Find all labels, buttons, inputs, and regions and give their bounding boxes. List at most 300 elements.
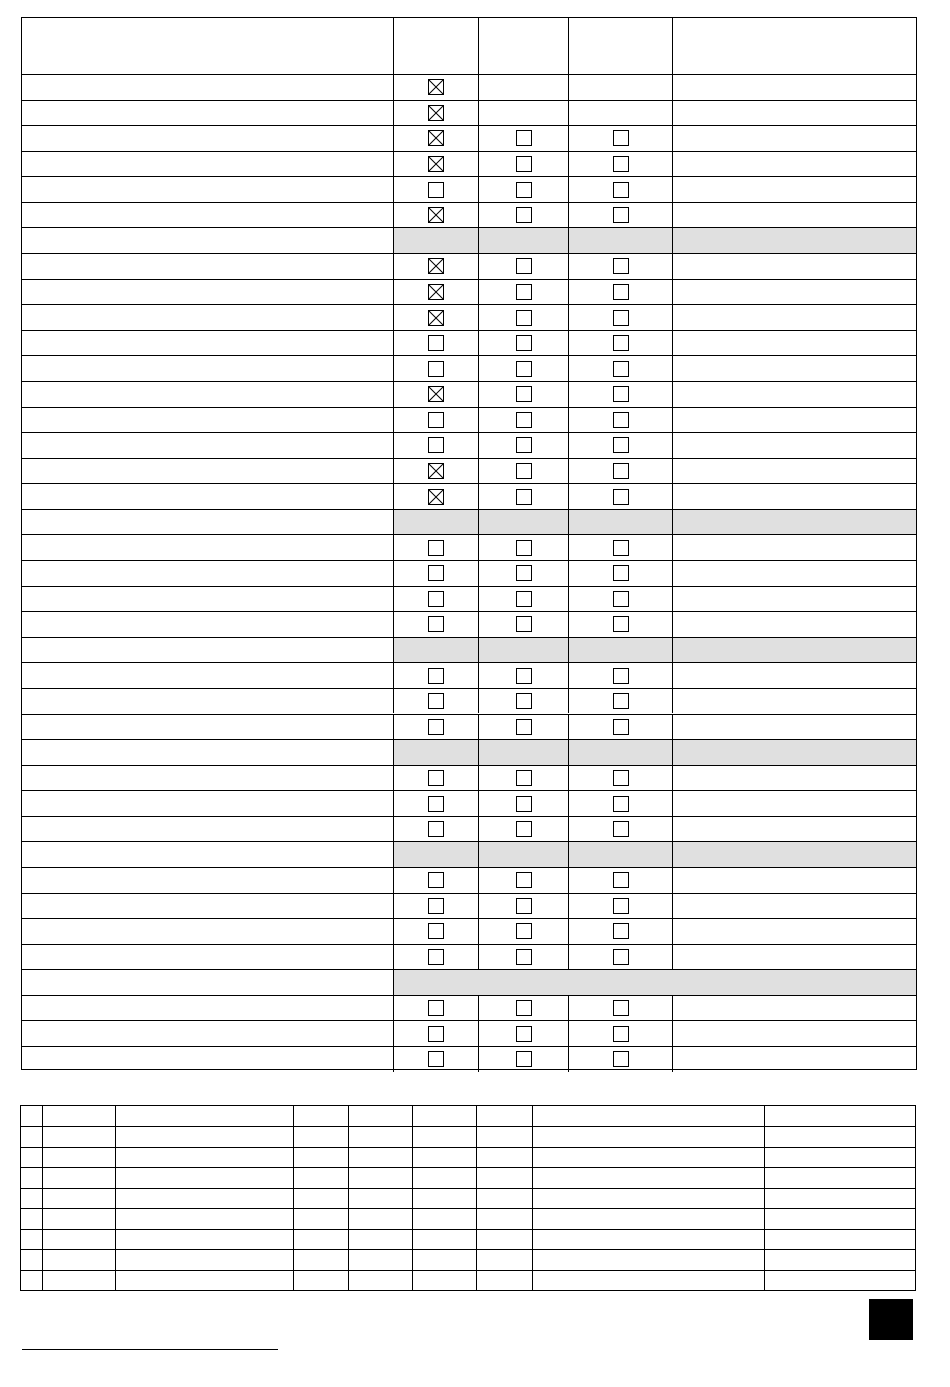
item-label-cell [22,75,393,100]
empty-box-icon[interactable] [516,719,532,735]
remarks-cell[interactable] [672,484,916,509]
empty-box-icon[interactable] [516,796,532,812]
grid-cell[interactable] [412,1230,476,1249]
grid-cell[interactable] [42,1271,115,1290]
section-shaded-cell [393,638,478,663]
grid-cell[interactable] [764,1230,915,1249]
checkbox-cell [568,382,672,407]
empty-box-icon[interactable] [613,616,629,632]
grid-cell[interactable] [764,1168,915,1187]
empty-box-icon[interactable] [428,1051,444,1067]
empty-box-icon[interactable] [428,540,444,556]
grid-cell[interactable] [21,1230,42,1249]
empty-box-icon[interactable] [428,821,444,837]
empty-box-icon[interactable] [613,1000,629,1016]
empty-box-icon[interactable] [516,182,532,198]
grid-cell[interactable] [21,1271,42,1290]
empty-box-icon[interactable] [613,258,629,274]
remarks-cell[interactable] [672,331,916,356]
item-label-cell [22,612,393,637]
checkbox-cell [393,817,478,842]
checklist-row [22,279,916,305]
grid-cell[interactable] [764,1250,915,1269]
empty-box-icon[interactable] [428,898,444,914]
grid-cell[interactable] [293,1189,348,1208]
checkbox-cell [393,408,478,433]
header-column-3 [568,18,672,74]
grid-cell[interactable] [115,1127,293,1146]
checkbox-cell [568,75,672,100]
empty-box-icon[interactable] [516,872,532,888]
checkbox-cell [568,126,672,151]
item-label-cell [22,356,393,381]
remarks-cell[interactable] [672,587,916,612]
grid-cell[interactable] [42,1127,115,1146]
remarks-cell[interactable] [672,894,916,919]
grid-cell[interactable] [293,1209,348,1228]
empty-box-icon[interactable] [516,489,532,505]
empty-box-icon[interactable] [428,616,444,632]
empty-box-icon[interactable] [613,693,629,709]
grid-cell[interactable] [532,1168,764,1187]
checkbox-cell [568,101,672,126]
remarks-cell[interactable] [672,919,916,944]
empty-box-icon[interactable] [613,130,629,146]
x-box-icon[interactable] [428,156,444,172]
remarks-cell[interactable] [672,382,916,407]
grid-row [21,1229,915,1249]
remarks-cell[interactable] [672,152,916,177]
grid-cell[interactable] [115,1271,293,1290]
empty-box-icon[interactable] [516,821,532,837]
remarks-cell[interactable] [672,689,916,714]
checkbox-cell [393,766,478,791]
grid-cell[interactable] [293,1250,348,1269]
section-row [22,227,916,253]
section-row [22,637,916,663]
grid-cell[interactable] [42,1230,115,1249]
grid-cell[interactable] [532,1230,764,1249]
empty-box-icon[interactable] [613,1026,629,1042]
empty-box-icon[interactable] [613,949,629,965]
grid-cell[interactable] [21,1209,42,1228]
checklist-row [22,355,916,381]
checkbox-cell [393,919,478,944]
grid-cell[interactable] [764,1189,915,1208]
checklist-row [22,125,916,151]
checkbox-cell [393,945,478,970]
checkbox-cell [478,791,568,816]
empty-box-icon[interactable] [516,130,532,146]
empty-box-icon[interactable] [613,770,629,786]
grid-cell[interactable] [412,1189,476,1208]
empty-box-icon[interactable] [428,591,444,607]
item-label-cell [22,433,393,458]
checklist-row [22,304,916,330]
checklist-row [22,790,916,816]
empty-box-icon[interactable] [613,489,629,505]
checklist-row [22,714,916,740]
empty-box-icon[interactable] [428,412,444,428]
grid-cell[interactable] [21,1189,42,1208]
x-box-icon[interactable] [428,130,444,146]
grid-cell[interactable] [412,1271,476,1290]
grid-cell[interactable] [293,1271,348,1290]
x-box-icon[interactable] [428,284,444,300]
empty-box-icon[interactable] [613,437,629,453]
grid-cell[interactable] [348,1148,412,1167]
checkbox-cell [478,356,568,381]
remarks-cell[interactable] [672,561,916,586]
empty-box-icon[interactable] [516,591,532,607]
empty-box-icon[interactable] [428,437,444,453]
grid-cell[interactable] [476,1148,532,1167]
empty-box-icon[interactable] [428,770,444,786]
remarks-cell[interactable] [672,356,916,381]
x-box-icon[interactable] [428,79,444,95]
item-label-cell [22,868,393,893]
remarks-cell[interactable] [672,254,916,279]
item-label-cell [22,254,393,279]
checklist-row [22,816,916,842]
empty-box-icon[interactable] [613,412,629,428]
grid-cell[interactable] [476,1189,532,1208]
checkbox-cell [478,1047,568,1072]
remarks-cell[interactable] [672,868,916,893]
empty-box-icon[interactable] [613,898,629,914]
empty-box-icon[interactable] [428,335,444,351]
item-label-cell [22,535,393,560]
section-shaded-cell [568,638,672,663]
empty-box-icon[interactable] [428,182,444,198]
item-label-cell [22,382,393,407]
checklist-row [22,586,916,612]
grid-cell[interactable] [412,1127,476,1146]
grid-cell[interactable] [115,1230,293,1249]
grid-cell[interactable] [476,1168,532,1187]
empty-box-icon[interactable] [428,361,444,377]
checkbox-cell [393,305,478,330]
item-label-cell [22,689,393,714]
grid-row [21,1167,915,1187]
remarks-cell[interactable] [672,177,916,202]
item-label-cell [22,280,393,305]
empty-box-icon[interactable] [613,1051,629,1067]
checklist-row [22,407,916,433]
grid-cell[interactable] [115,1250,293,1269]
x-box-icon[interactable] [428,386,444,402]
empty-box-icon[interactable] [516,284,532,300]
grid-cell[interactable] [42,1148,115,1167]
header-item-column [22,18,393,74]
empty-box-icon[interactable] [428,872,444,888]
empty-box-icon[interactable] [516,668,532,684]
remarks-cell[interactable] [672,126,916,151]
empty-box-icon[interactable] [516,412,532,428]
empty-box-icon[interactable] [428,1000,444,1016]
checkbox-cell [393,715,478,740]
grid-cell[interactable] [293,1127,348,1146]
grid-cell[interactable] [412,1148,476,1167]
grid-cell[interactable] [42,1250,115,1269]
remarks-cell[interactable] [672,996,916,1021]
empty-box-icon[interactable] [613,796,629,812]
grid-cell[interactable] [21,1168,42,1187]
checkbox-cell [478,996,568,1021]
grid-cell[interactable] [293,1168,348,1187]
empty-box-icon[interactable] [516,361,532,377]
grid-cell[interactable] [476,1209,532,1228]
empty-box-icon[interactable] [516,207,532,223]
grid-cell[interactable] [764,1271,915,1290]
grid-cell[interactable] [348,1189,412,1208]
grid-cell[interactable] [42,1168,115,1187]
empty-box-icon[interactable] [428,693,444,709]
empty-box-icon[interactable] [428,719,444,735]
grid-cell[interactable] [412,1168,476,1187]
remarks-cell[interactable] [672,945,916,970]
checklist-row [22,611,916,637]
grid-cell[interactable] [412,1209,476,1228]
empty-box-icon[interactable] [516,156,532,172]
grid-cell[interactable] [348,1271,412,1290]
remarks-cell[interactable] [672,612,916,637]
grid-row [21,1249,915,1269]
checklist-row [22,483,916,509]
checkbox-cell [568,945,672,970]
checkbox-cell [568,868,672,893]
grid-cell[interactable] [532,1189,764,1208]
remarks-cell[interactable] [672,75,916,100]
checkbox-cell [478,561,568,586]
header-column-1 [393,18,478,74]
item-label-cell [22,203,393,228]
checkbox-cell [568,715,672,740]
remarks-cell[interactable] [672,433,916,458]
remarks-cell[interactable] [672,715,916,740]
empty-box-icon[interactable] [516,540,532,556]
empty-box-icon[interactable] [516,335,532,351]
remarks-cell[interactable] [672,817,916,842]
empty-box-icon[interactable] [613,182,629,198]
empty-box-icon[interactable] [516,949,532,965]
checkbox-cell [478,177,568,202]
checkbox-cell [393,612,478,637]
empty-box-icon[interactable] [613,821,629,837]
checklist-row [22,1046,916,1072]
remarks-cell[interactable] [672,408,916,433]
grid-cell[interactable] [532,1127,764,1146]
grid-cell[interactable] [293,1148,348,1167]
remarks-cell[interactable] [672,203,916,228]
checkbox-cell [568,433,672,458]
checkbox-cell [478,868,568,893]
empty-box-icon[interactable] [613,540,629,556]
empty-box-icon[interactable] [613,923,629,939]
section-shaded-cell [568,740,672,765]
checklist-row [22,330,916,356]
empty-box-icon[interactable] [516,923,532,939]
item-label-cell [22,791,393,816]
grid-cell[interactable] [764,1127,915,1146]
checkbox-cell [393,663,478,688]
grid-cell[interactable] [21,1148,42,1167]
checkbox-cell [568,766,672,791]
remarks-cell[interactable] [672,280,916,305]
grid-cell[interactable] [348,1209,412,1228]
section-shaded-cell [393,842,478,867]
grid-cell[interactable] [21,1250,42,1269]
empty-box-icon[interactable] [516,463,532,479]
empty-box-icon[interactable] [516,693,532,709]
checkbox-cell [568,663,672,688]
empty-box-icon[interactable] [613,872,629,888]
remarks-cell[interactable] [672,766,916,791]
grid-cell[interactable] [42,1209,115,1228]
remarks-cell[interactable] [672,663,916,688]
empty-box-icon[interactable] [516,386,532,402]
empty-box-icon[interactable] [613,207,629,223]
checkbox-cell [568,612,672,637]
grid-cell[interactable] [476,1230,532,1249]
empty-box-icon[interactable] [516,1026,532,1042]
checkbox-cell [478,817,568,842]
section-shaded-cell [478,638,568,663]
grid-cell[interactable] [115,1148,293,1167]
checklist-row [22,381,916,407]
grid-cell[interactable] [348,1250,412,1269]
remarks-cell[interactable] [672,101,916,126]
checkbox-cell [393,535,478,560]
grid-cell[interactable] [476,1127,532,1146]
checkbox-cell [393,459,478,484]
grid-cell[interactable] [348,1168,412,1187]
grid-cell[interactable] [764,1148,915,1167]
x-box-icon[interactable] [428,463,444,479]
empty-box-icon[interactable] [428,796,444,812]
grid-cell[interactable] [532,1250,764,1269]
empty-box-icon[interactable] [428,668,444,684]
section-shaded-cell [393,970,916,995]
item-label-cell [22,510,393,535]
empty-box-icon[interactable] [516,770,532,786]
grid-cell[interactable] [532,1209,764,1228]
empty-box-icon[interactable] [428,565,444,581]
section-shaded-cell [478,228,568,253]
grid-cell[interactable] [115,1189,293,1208]
empty-box-icon[interactable] [613,310,629,326]
remarks-cell[interactable] [672,1021,916,1046]
grid-cell[interactable] [293,1230,348,1249]
empty-box-icon[interactable] [613,386,629,402]
section-shaded-cell [568,510,672,535]
header-remarks-column [672,18,916,74]
empty-box-icon[interactable] [613,719,629,735]
checklist-row [22,458,916,484]
checkbox-cell [568,561,672,586]
item-label-cell [22,152,393,177]
checkbox-cell [568,408,672,433]
remarks-cell[interactable] [672,305,916,330]
page-corner-mark [869,1299,913,1340]
empty-box-icon[interactable] [613,668,629,684]
empty-box-icon[interactable] [516,258,532,274]
empty-box-icon[interactable] [613,156,629,172]
empty-box-icon[interactable] [516,898,532,914]
x-box-icon[interactable] [428,489,444,505]
checkbox-cell [478,408,568,433]
checkbox-cell [568,203,672,228]
empty-box-icon[interactable] [428,949,444,965]
item-label-cell [22,587,393,612]
checkbox-cell [478,280,568,305]
empty-box-icon[interactable] [613,565,629,581]
grid-cell[interactable] [348,1230,412,1249]
remarks-cell[interactable] [672,535,916,560]
grid-cell[interactable] [412,1250,476,1269]
grid-cell [21,1106,42,1126]
grid-cell[interactable] [532,1148,764,1167]
empty-box-icon[interactable] [516,565,532,581]
checkbox-cell [568,177,672,202]
grid-cell[interactable] [115,1168,293,1187]
empty-box-icon[interactable] [428,1026,444,1042]
checkbox-cell [568,254,672,279]
grid-cell [764,1106,915,1126]
checkbox-cell [568,1047,672,1072]
x-box-icon[interactable] [428,258,444,274]
grid-cell[interactable] [21,1127,42,1146]
empty-box-icon[interactable] [516,1000,532,1016]
empty-box-icon[interactable] [516,437,532,453]
checkbox-cell [568,1021,672,1046]
grid-cell[interactable] [764,1209,915,1228]
remarks-cell[interactable] [672,459,916,484]
empty-box-icon[interactable] [516,616,532,632]
empty-box-icon[interactable] [613,335,629,351]
section-shaded-cell [672,510,916,535]
empty-box-icon[interactable] [613,591,629,607]
empty-box-icon[interactable] [516,310,532,326]
checkbox-cell [568,791,672,816]
remarks-cell[interactable] [672,791,916,816]
grid-cell[interactable] [476,1271,532,1290]
checkbox-cell [478,484,568,509]
grid-cell[interactable] [42,1189,115,1208]
remarks-cell[interactable] [672,1047,916,1072]
empty-box-icon[interactable] [516,1051,532,1067]
grid-cell[interactable] [115,1209,293,1228]
grid-cell[interactable] [532,1271,764,1290]
item-label-cell [22,1021,393,1046]
x-box-icon[interactable] [428,310,444,326]
grid-cell [412,1106,476,1126]
empty-box-icon[interactable] [613,284,629,300]
empty-box-icon[interactable] [613,463,629,479]
item-label-cell [22,177,393,202]
grid-cell[interactable] [348,1127,412,1146]
empty-box-icon[interactable] [613,361,629,377]
item-label-cell [22,715,393,740]
checkbox-cell [478,75,568,100]
empty-box-icon[interactable] [428,923,444,939]
x-box-icon[interactable] [428,105,444,121]
x-box-icon[interactable] [428,207,444,223]
grid-cell[interactable] [476,1250,532,1269]
checkbox-cell [478,101,568,126]
item-label-cell [22,663,393,688]
checkbox-cell [568,280,672,305]
